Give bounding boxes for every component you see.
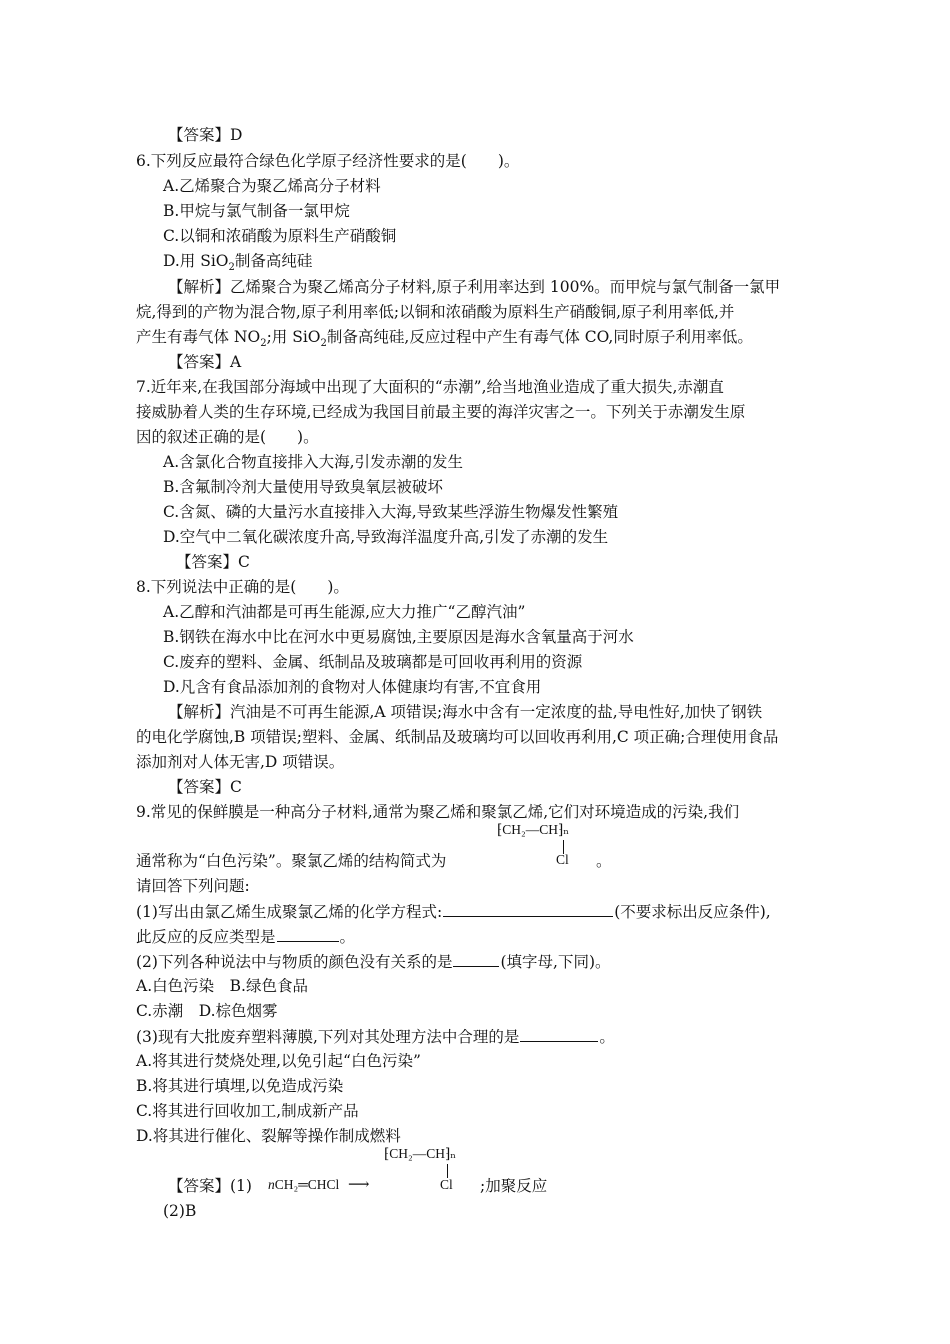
answer-9-label: 【答案】(1) [168, 1177, 252, 1195]
answer-7: 【答案】C [176, 553, 250, 571]
q7-option-a: A.含氯化合物直接排入大海,引发赤潮的发生 [163, 453, 464, 471]
question-6-stem: 6.下列反应最符合绿色化学原子经济性要求的是( )。 [136, 152, 520, 170]
q9-part-1-blank-equation[interactable] [443, 900, 613, 917]
question-9-stem-line-1: 9.常见的保鲜膜是一种高分子材料,通常为聚乙烯和聚氯乙烯,它们对环境造成的污染,我们 [136, 803, 740, 821]
q8-option-c: C.废弃的塑料、金属、纸制品及玻璃都是可回收再利用的资源 [163, 653, 583, 671]
question-9-stem-end: 。 [596, 852, 612, 870]
reaction-arrow-icon: ⟶ [348, 1177, 370, 1193]
reaction-reactant: nCH₂═CHCl [268, 1177, 340, 1192]
answer-6: 【答案】A [168, 353, 242, 371]
q7-option-d: D.空气中二氧化碳浓度升高,导致海洋温度升高,引发了赤潮的发生 [163, 528, 609, 546]
q6-option-c: C.以铜和浓硝酸为原料生产硝酸铜 [163, 227, 397, 245]
question-7-stem-line-3: 因的叙述正确的是( )。 [136, 428, 319, 446]
q9-part-1-blank-type[interactable] [277, 925, 339, 942]
q9-part-3-option-b: B.将其进行填埋,以免造成污染 [136, 1077, 344, 1095]
q9-part-2-blank[interactable] [453, 950, 499, 967]
q9-part-3-option-d: D.将其进行催化、裂解等操作制成燃料 [136, 1127, 401, 1145]
product-bond-line [447, 1164, 448, 1178]
question-8-stem: 8.下列说法中正确的是( )。 [136, 578, 349, 596]
document-page: 【答案】D 6.下列反应最符合绿色化学原子经济性要求的是( )。 A.乙烯聚合为聚乙烯高分子材料 B.甲烷与氯气制备一氯甲烷 C.以铜和浓硝酸为原料生产硝酸铜 D.用 SiO$_2$制备高纯硅 【解析】乙烯聚合为聚乙烯高分子材料,原子利用率达到 100%。而甲烷与氯气制备一氯甲 烷,得到的产物为混合物,原子利用率低;以铜和浓硝酸为原料生产硝酸铜,原子利用率低,并 产生有毒气体 $NO_2$;用 SiO$_2$制备高纯硅,反应过程中产生有毒气体 CO,同时原子利用率低。 【答案】A 7.近年来,在我国部分海域中出现了大面积的“赤潮”,给当地渔业造成了重大损失,赤潮直 接威胁着人类的生存环境,已经成为我国目前最主要的海洋灾害之一。下列关于赤潮发生原 因的叙述正确的是( )。 A.含氯化合物直接排入大海,引发赤潮的发生 B.含氟制冷剂大量使用导致臭氧层被破坏 C.含氮、磷的大量污水直接排入大海,导致某些浮游生物爆发性繁殖 D.空气中二氧化碳浓度升高,导致海洋温度升高,引发了赤潮的发生 【答案】C 8.下列说法中正确的是( )。 A.乙醇和汽油都是可再生能源,应大力推广“乙醇汽油” B.钢铁在海水中比在河水中更易腐蚀,主要原因是海水含氧量高于河水 C.废弃的塑料、金属、纸制品及玻璃都是可回收再利用的资源 D.凡含有食品添加剂的食物对人体健康均有害,不宜食用 【解析】汽油是不可再生能源,A 项错误;海水中含有一定浓度的盐,导电性好,加快了钢铁 的电化学腐蚀,B 项错误;塑料、金属、纸制品及玻璃均可以回收再利用,C 项正确;合理使用食品 添加剂对人体无害,D 项错误。 【答案】C 9.常见的保鲜膜是一种高分子材料,通常为聚乙烯和聚氯乙烯,它们对环境造成的污染,我们 ⁅CH₂—CH⁆ₙ Cl 通常称为“白色污染”。聚氯乙烯的结构简式为 。 请回答下列问题: (1)写出由氯乙烯生成聚氯乙烯的化学方程式: (不要求标出反应条件), 此反应的反应类型是 。 (2)下列各种说法中与物质的颜色没有关系的是 (填字母,下同)。 A.白色污染 B.绿色食品 C.赤潮 D.棕色烟雾 (3)现有大批废弃塑料薄膜,下列对其处理方法中合理的是 。 A.将其进行焚烧处理,以免引起“白色污染” B.将其进行填埋,以免造成污染 C.将其进行回收加工,制成新产品 D.将其进行催化、裂解等操作制成燃料 【答案】(1) nCH₂═CHCl ⟶ ⁅CH₂—CH⁆ₙ Cl ;加聚反应 (2)B [136, 126, 781, 1220]
question-7-stem-line-1: 7.近年来,在我国部分海域中出现了大面积的“赤潮”,给当地渔业造成了重大损失,赤潮直 [136, 378, 724, 396]
q8-explanation-line-1: 【解析】汽油是不可再生能源,A 项错误;海水中含有一定浓度的盐,导电性好,加快了钢铁 [168, 703, 763, 721]
answer-9-reaction-type: ;加聚反应 [480, 1177, 548, 1195]
q9-part-3-option-c: C.将其进行回收加工,制成新产品 [136, 1102, 359, 1120]
q7-option-b: B.含氟制冷剂大量使用导致臭氧层被破坏 [163, 478, 443, 496]
q9-part-2-options-row-2: C.赤潮 D.棕色烟雾 [136, 1002, 278, 1020]
q9-part-1-line-2: 此反应的反应类型是 。 [136, 925, 355, 948]
answer-9-part-2: (2)B [163, 1202, 197, 1220]
q9-part-2-options-row-1: A.白色污染 B.绿色食品 [136, 977, 308, 995]
q9-part-3-blank[interactable] [520, 1025, 598, 1042]
q9-part-2: (2)下列各种说法中与物质的颜色没有关系的是 (填字母,下同)。 [136, 950, 611, 973]
q6-explanation-line-3: 产生有毒气体 $NO_2$;用 SiO$_2$制备高纯硅,反应过程中产生有毒气体 CO,同时原子利用率低。 [136, 328, 753, 350]
q8-option-b: B.钢铁在海水中比在河水中更易腐蚀,主要原因是海水含氧量高于河水 [163, 628, 634, 646]
question-9-prompt: 请回答下列问题: [136, 877, 250, 895]
question-7-stem-line-2: 接威胁着人类的生存环境,已经成为我国目前最主要的海洋灾害之一。下列关于赤潮发生原 [136, 403, 746, 421]
answer-8: 【答案】C [168, 778, 242, 796]
q8-explanation-line-2: 的电化学腐蚀,B 项错误;塑料、金属、纸制品及玻璃均可以回收再利用,C 项正确;合理使用食品 [136, 728, 779, 746]
q9-part-1-line-1: (1)写出由氯乙烯生成聚氯乙烯的化学方程式: (不要求标出反应条件), [136, 900, 771, 923]
q7-option-c: C.含氮、磷的大量污水直接排入大海,导致某些浮游生物爆发性繁殖 [163, 503, 619, 521]
question-9-stem-line-2: 通常称为“白色污染”。聚氯乙烯的结构简式为 [136, 852, 447, 870]
q6-explanation-line-1: 【解析】乙烯聚合为聚乙烯高分子材料,原子利用率达到 100%。而甲烷与氯气制备一氯甲 [168, 278, 781, 296]
q8-explanation-line-3: 添加剂对人体无害,D 项错误。 [136, 753, 345, 771]
q6-option-d: D.用 SiO$_2$制备高纯硅 [163, 252, 313, 274]
q8-option-a: A.乙醇和汽油都是可再生能源,应大力推广“乙醇汽油” [163, 603, 526, 621]
q9-part-3: (3)现有大批废弃塑料薄膜,下列对其处理方法中合理的是 。 [136, 1025, 615, 1048]
answer-5: 【答案】D [168, 126, 243, 144]
q9-part-3-option-a: A.将其进行焚烧处理,以免引起“白色污染” [136, 1052, 421, 1070]
q6-explanation-line-2: 烷,得到的产物为混合物,原子利用率低;以铜和浓硝酸为原料生产硝酸铜,原子利用率低,并 [136, 303, 735, 321]
q8-option-d: D.凡含有食品添加剂的食物对人体健康均有害,不宜食用 [163, 678, 542, 696]
q6-option-b: B.甲烷与氯气制备一氯甲烷 [163, 202, 350, 220]
q6-option-a: A.乙烯聚合为聚乙烯高分子材料 [163, 177, 381, 195]
